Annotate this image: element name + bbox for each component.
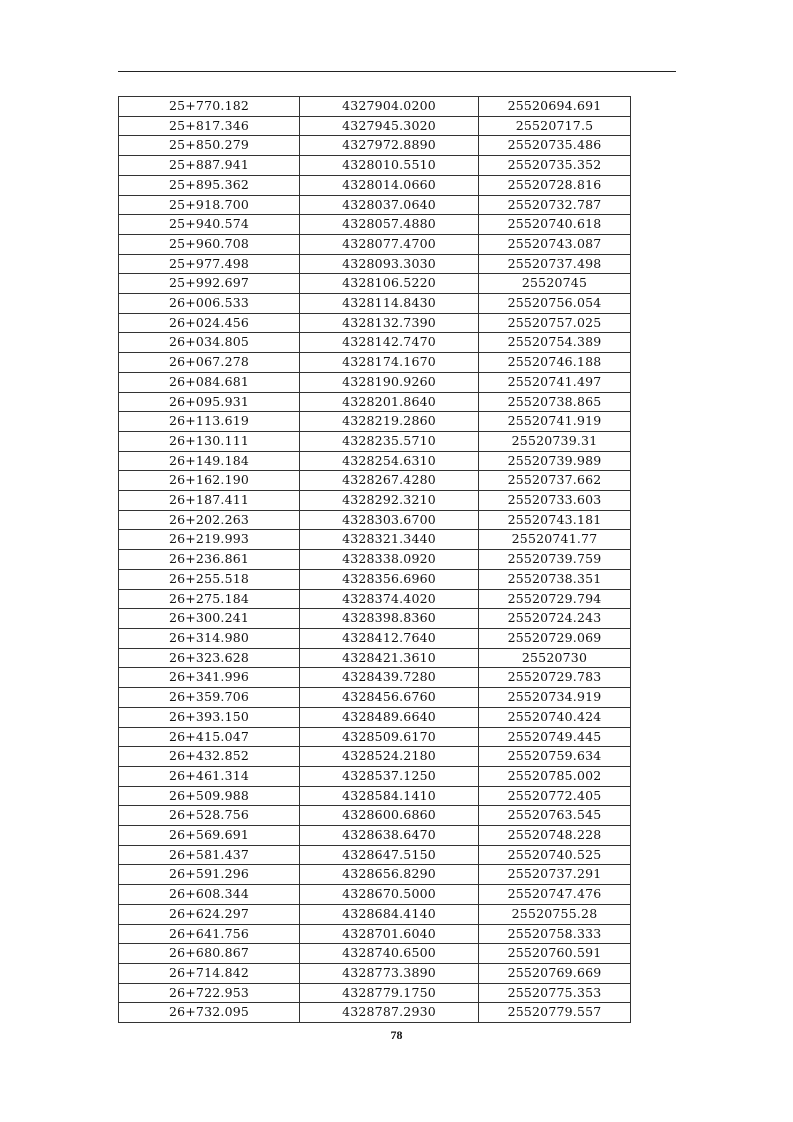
table-row xyxy=(119,195,631,215)
chainage-cell: 26+509.988 xyxy=(119,786,300,806)
table-row xyxy=(119,412,631,432)
chainage-cell: 26+624.297 xyxy=(119,904,300,924)
coordinate-table-body xyxy=(119,97,631,1023)
easting-cell: 25520724.243 xyxy=(479,609,631,629)
chainage-cell: 25+850.279 xyxy=(119,136,300,156)
northing-cell: 4328292.3210 xyxy=(300,491,479,511)
chainage-cell: 26+359.706 xyxy=(119,688,300,708)
table-row xyxy=(119,550,631,570)
northing-cell: 4328201.8640 xyxy=(300,392,479,412)
northing-cell: 4328638.6470 xyxy=(300,826,479,846)
chainage-cell: 26+432.852 xyxy=(119,747,300,767)
chainage-cell: 26+202.263 xyxy=(119,510,300,530)
northing-cell: 4328235.5710 xyxy=(300,431,479,451)
table-row xyxy=(119,628,631,648)
header-rule xyxy=(118,71,676,72)
table-row xyxy=(119,1003,631,1023)
northing-cell: 4328374.4020 xyxy=(300,589,479,609)
chainage-cell: 26+323.628 xyxy=(119,648,300,668)
chainage-cell: 26+415.047 xyxy=(119,727,300,747)
chainage-cell: 26+569.691 xyxy=(119,826,300,846)
northing-cell: 4328584.1410 xyxy=(300,786,479,806)
chainage-cell: 26+130.111 xyxy=(119,431,300,451)
northing-cell: 4328106.5220 xyxy=(300,274,479,294)
easting-cell: 25520757.025 xyxy=(479,313,631,333)
easting-cell: 25520728.816 xyxy=(479,175,631,195)
northing-cell: 4328014.0660 xyxy=(300,175,479,195)
table-row xyxy=(119,845,631,865)
northing-cell: 4328398.8360 xyxy=(300,609,479,629)
northing-cell: 4328701.6040 xyxy=(300,924,479,944)
easting-cell: 25520741.497 xyxy=(479,372,631,392)
table-row xyxy=(119,826,631,846)
chainage-cell: 25+770.182 xyxy=(119,97,300,117)
table-row xyxy=(119,707,631,727)
table-row xyxy=(119,175,631,195)
northing-cell: 4328537.1250 xyxy=(300,766,479,786)
easting-cell: 25520755.28 xyxy=(479,904,631,924)
northing-cell: 4328037.0640 xyxy=(300,195,479,215)
easting-cell: 25520729.794 xyxy=(479,589,631,609)
table-row xyxy=(119,904,631,924)
northing-cell: 4328132.7390 xyxy=(300,313,479,333)
table-row xyxy=(119,530,631,550)
chainage-cell: 26+608.344 xyxy=(119,885,300,905)
table-row xyxy=(119,806,631,826)
easting-cell: 25520741.919 xyxy=(479,412,631,432)
northing-cell: 4328338.0920 xyxy=(300,550,479,570)
table-row xyxy=(119,372,631,392)
easting-cell: 25520737.662 xyxy=(479,471,631,491)
table-row xyxy=(119,136,631,156)
table-row xyxy=(119,747,631,767)
northing-cell: 4328779.1750 xyxy=(300,983,479,1003)
easting-cell: 25520735.486 xyxy=(479,136,631,156)
northing-cell: 4327904.0200 xyxy=(300,97,479,117)
table-row xyxy=(119,944,631,964)
coordinate-table xyxy=(118,96,631,1023)
easting-cell: 25520730 xyxy=(479,648,631,668)
page-number: 78 xyxy=(390,1028,403,1042)
chainage-cell: 25+992.697 xyxy=(119,274,300,294)
table-row xyxy=(119,451,631,471)
easting-cell: 25520745 xyxy=(479,274,631,294)
chainage-cell: 26+341.996 xyxy=(119,668,300,688)
northing-cell: 4328456.6760 xyxy=(300,688,479,708)
table-row xyxy=(119,924,631,944)
table-row xyxy=(119,589,631,609)
northing-cell: 4328219.2860 xyxy=(300,412,479,432)
northing-cell: 4328524.2180 xyxy=(300,747,479,767)
easting-cell: 25520738.865 xyxy=(479,392,631,412)
northing-cell: 4328412.7640 xyxy=(300,628,479,648)
northing-cell: 4328670.5000 xyxy=(300,885,479,905)
easting-cell: 25520756.054 xyxy=(479,294,631,314)
easting-cell: 25520785.002 xyxy=(479,766,631,786)
easting-cell: 25520717.5 xyxy=(479,116,631,136)
chainage-cell: 26+528.756 xyxy=(119,806,300,826)
northing-cell: 4328787.2930 xyxy=(300,1003,479,1023)
chainage-cell: 25+960.708 xyxy=(119,234,300,254)
easting-cell: 25520734.919 xyxy=(479,688,631,708)
chainage-cell: 26+219.993 xyxy=(119,530,300,550)
easting-cell: 25520775.353 xyxy=(479,983,631,1003)
easting-cell: 25520737.498 xyxy=(479,254,631,274)
easting-cell: 25520739.989 xyxy=(479,451,631,471)
easting-cell: 25520737.291 xyxy=(479,865,631,885)
northing-cell: 4327972.8890 xyxy=(300,136,479,156)
table-row xyxy=(119,234,631,254)
chainage-cell: 26+680.867 xyxy=(119,944,300,964)
table-row xyxy=(119,766,631,786)
northing-cell: 4328142.7470 xyxy=(300,333,479,353)
northing-cell: 4328509.6170 xyxy=(300,727,479,747)
northing-cell: 4328489.6640 xyxy=(300,707,479,727)
northing-cell: 4328174.1670 xyxy=(300,353,479,373)
table-row xyxy=(119,569,631,589)
table-row xyxy=(119,353,631,373)
chainage-cell: 26+084.681 xyxy=(119,372,300,392)
easting-cell: 25520733.603 xyxy=(479,491,631,511)
table-row xyxy=(119,668,631,688)
table-row xyxy=(119,116,631,136)
easting-cell: 25520763.545 xyxy=(479,806,631,826)
easting-cell: 25520760.591 xyxy=(479,944,631,964)
table-row xyxy=(119,609,631,629)
easting-cell: 25520739.759 xyxy=(479,550,631,570)
chainage-cell: 26+732.095 xyxy=(119,1003,300,1023)
table-row xyxy=(119,156,631,176)
northing-cell: 4328114.8430 xyxy=(300,294,479,314)
northing-cell: 4328303.6700 xyxy=(300,510,479,530)
chainage-cell: 26+722.953 xyxy=(119,983,300,1003)
chainage-cell: 26+236.861 xyxy=(119,550,300,570)
table-row xyxy=(119,215,631,235)
northing-cell: 4328740.6500 xyxy=(300,944,479,964)
table-row xyxy=(119,313,631,333)
easting-cell: 25520759.634 xyxy=(479,747,631,767)
chainage-cell: 25+918.700 xyxy=(119,195,300,215)
easting-cell: 25520779.557 xyxy=(479,1003,631,1023)
chainage-cell: 25+817.346 xyxy=(119,116,300,136)
northing-cell: 4328656.8290 xyxy=(300,865,479,885)
northing-cell: 4328684.4140 xyxy=(300,904,479,924)
table-row xyxy=(119,294,631,314)
chainage-cell: 26+162.190 xyxy=(119,471,300,491)
table-row xyxy=(119,963,631,983)
northing-cell: 4328600.6860 xyxy=(300,806,479,826)
easting-cell: 25520749.445 xyxy=(479,727,631,747)
chainage-cell: 26+591.296 xyxy=(119,865,300,885)
table-row xyxy=(119,254,631,274)
northing-cell: 4328010.5510 xyxy=(300,156,479,176)
easting-cell: 25520732.787 xyxy=(479,195,631,215)
chainage-cell: 26+714.842 xyxy=(119,963,300,983)
chainage-cell: 26+034.805 xyxy=(119,333,300,353)
table-row xyxy=(119,491,631,511)
northing-cell: 4328254.6310 xyxy=(300,451,479,471)
chainage-cell: 25+887.941 xyxy=(119,156,300,176)
northing-cell: 4328773.3890 xyxy=(300,963,479,983)
chainage-cell: 26+300.241 xyxy=(119,609,300,629)
table-row xyxy=(119,885,631,905)
chainage-cell: 26+113.619 xyxy=(119,412,300,432)
easting-cell: 25520694.691 xyxy=(479,97,631,117)
northing-cell: 4328077.4700 xyxy=(300,234,479,254)
easting-cell: 25520741.77 xyxy=(479,530,631,550)
chainage-cell: 26+187.411 xyxy=(119,491,300,511)
chainage-cell: 26+006.533 xyxy=(119,294,300,314)
table-row xyxy=(119,392,631,412)
table-row xyxy=(119,274,631,294)
table-row xyxy=(119,471,631,491)
chainage-cell: 26+393.150 xyxy=(119,707,300,727)
table-row xyxy=(119,786,631,806)
table-row xyxy=(119,333,631,353)
northing-cell: 4328190.9260 xyxy=(300,372,479,392)
easting-cell: 25520740.525 xyxy=(479,845,631,865)
northing-cell: 4328321.3440 xyxy=(300,530,479,550)
northing-cell: 4328439.7280 xyxy=(300,668,479,688)
easting-cell: 25520746.188 xyxy=(479,353,631,373)
northing-cell: 4328421.3610 xyxy=(300,648,479,668)
easting-cell: 25520740.618 xyxy=(479,215,631,235)
easting-cell: 25520729.783 xyxy=(479,668,631,688)
table-row xyxy=(119,865,631,885)
chainage-cell: 26+095.931 xyxy=(119,392,300,412)
easting-cell: 25520735.352 xyxy=(479,156,631,176)
easting-cell: 25520743.181 xyxy=(479,510,631,530)
easting-cell: 25520747.476 xyxy=(479,885,631,905)
easting-cell: 25520740.424 xyxy=(479,707,631,727)
chainage-cell: 26+275.184 xyxy=(119,589,300,609)
easting-cell: 25520743.087 xyxy=(479,234,631,254)
easting-cell: 25520729.069 xyxy=(479,628,631,648)
table-row xyxy=(119,431,631,451)
chainage-cell: 26+024.456 xyxy=(119,313,300,333)
table-row xyxy=(119,983,631,1003)
chainage-cell: 26+149.184 xyxy=(119,451,300,471)
table-row xyxy=(119,688,631,708)
table-row xyxy=(119,648,631,668)
chainage-cell: 26+641.756 xyxy=(119,924,300,944)
northing-cell: 4328267.4280 xyxy=(300,471,479,491)
northing-cell: 4328647.5150 xyxy=(300,845,479,865)
chainage-cell: 26+581.437 xyxy=(119,845,300,865)
easting-cell: 25520738.351 xyxy=(479,569,631,589)
northing-cell: 4328057.4880 xyxy=(300,215,479,235)
table-row xyxy=(119,97,631,117)
chainage-cell: 26+461.314 xyxy=(119,766,300,786)
northing-cell: 4328093.3030 xyxy=(300,254,479,274)
table-row xyxy=(119,510,631,530)
chainage-cell: 26+314.980 xyxy=(119,628,300,648)
easting-cell: 25520772.405 xyxy=(479,786,631,806)
easting-cell: 25520748.228 xyxy=(479,826,631,846)
chainage-cell: 26+255.518 xyxy=(119,569,300,589)
chainage-cell: 26+067.278 xyxy=(119,353,300,373)
chainage-cell: 25+977.498 xyxy=(119,254,300,274)
easting-cell: 25520739.31 xyxy=(479,431,631,451)
table-row xyxy=(119,727,631,747)
easting-cell: 25520758.333 xyxy=(479,924,631,944)
chainage-cell: 25+940.574 xyxy=(119,215,300,235)
northing-cell: 4327945.3020 xyxy=(300,116,479,136)
northing-cell: 4328356.6960 xyxy=(300,569,479,589)
chainage-cell: 25+895.362 xyxy=(119,175,300,195)
easting-cell: 25520769.669 xyxy=(479,963,631,983)
easting-cell: 25520754.389 xyxy=(479,333,631,353)
